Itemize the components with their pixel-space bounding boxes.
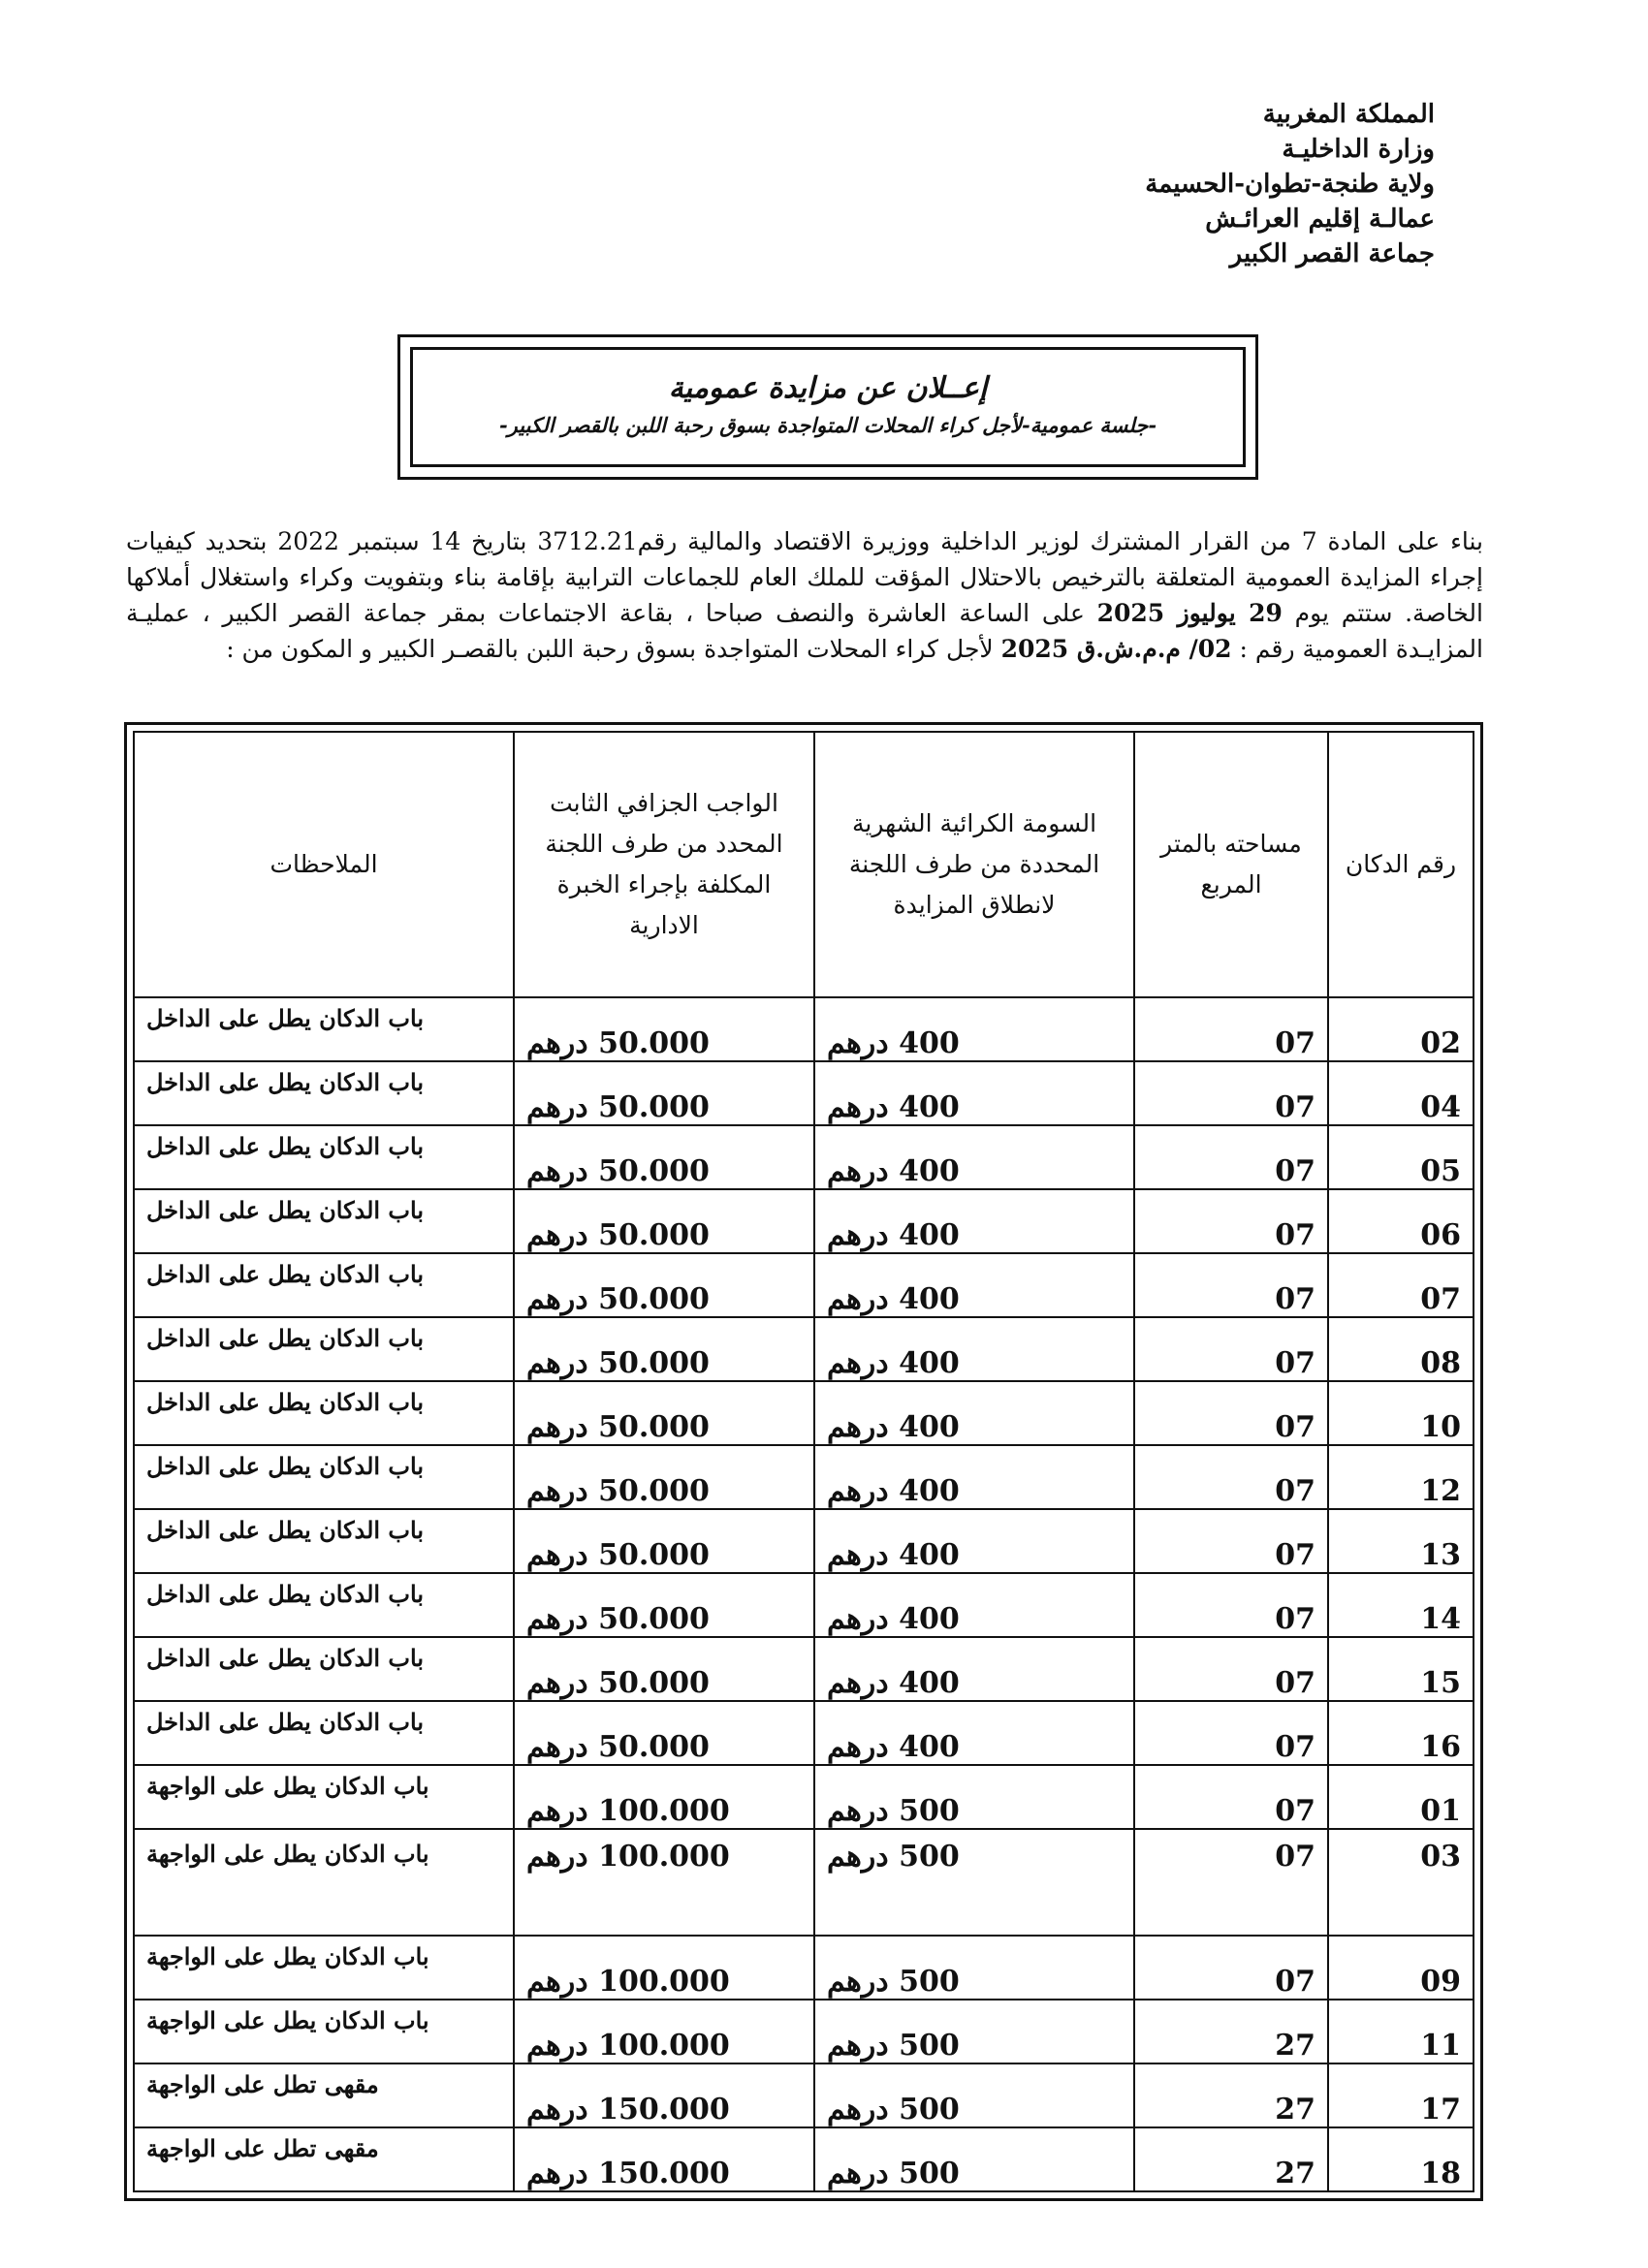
- table-row: [134, 1509, 1474, 1573]
- cell-monthly-rent: 400 درهم: [814, 1573, 1134, 1637]
- cell-notes: باب الدكان يطل على الداخل: [134, 997, 514, 1061]
- header-line-kingdom: المملكة المغربية: [1262, 100, 1435, 129]
- cell-notes: باب الدكان يطل على الداخل: [134, 1509, 514, 1573]
- header-notes: الملاحظات: [134, 732, 514, 997]
- cell-monthly-rent: 400 درهم: [814, 1509, 1134, 1573]
- cell-shop-number: 07: [1328, 1253, 1474, 1317]
- table-row: [134, 1829, 1474, 1936]
- cell-fixed-fee: 100.000 درهم: [514, 1936, 814, 2000]
- cell-notes: باب الدكان يطل على الداخل: [134, 1189, 514, 1253]
- cell-area: 07: [1134, 1573, 1328, 1637]
- header-monthly-rent: السومة الكرائية الشهرية المحددة من طرف اللجنة لانطلاق المزايدة: [814, 732, 1134, 997]
- auction-date: 29 يوليوز 2025: [1096, 599, 1283, 627]
- table-row: [134, 1317, 1474, 1381]
- cell-fixed-fee: 50.000 درهم: [514, 1637, 814, 1701]
- cell-fixed-fee: 100.000 درهم: [514, 2000, 814, 2063]
- cell-monthly-rent: 400 درهم: [814, 1701, 1134, 1765]
- cell-area: 07: [1134, 1637, 1328, 1701]
- cell-notes: باب الدكان يطل على الواجهة: [134, 1936, 514, 2000]
- cell-shop-number: 06: [1328, 1189, 1474, 1253]
- intro-text-1: بناء على المادة 7 من القرار المشترك لوزير الداخلية ووزيرة الاقتصاد والمالية رقم3712.21 بتاريخ 14 سبتمبر 2022 بتحديد كيفيات إجراء المزايدة العمومية المتعلقة بالترخيص بالاحتلال المؤقت للملك العام للجماعات الترابية بإقامة بناء وبتفويت وكراء واستغلال أملاكها الخاصة. ستتم يوم: [126, 527, 1483, 627]
- cell-shop-number: 14: [1328, 1573, 1474, 1637]
- cell-area: 07: [1134, 1509, 1328, 1573]
- table-row: [134, 2063, 1474, 2127]
- cell-area: 27: [1134, 2000, 1328, 2063]
- table-row: [134, 1701, 1474, 1765]
- cell-monthly-rent: 500 درهم: [814, 1765, 1134, 1829]
- cell-shop-number: 13: [1328, 1509, 1474, 1573]
- cell-fixed-fee: 150.000 درهم: [514, 2063, 814, 2127]
- cell-shop-number: 05: [1328, 1125, 1474, 1189]
- cell-monthly-rent: 400 درهم: [814, 1317, 1134, 1381]
- cell-shop-number: 18: [1328, 2127, 1474, 2191]
- cell-area: 27: [1134, 2127, 1328, 2191]
- cell-fixed-fee: 50.000 درهم: [514, 1381, 814, 1445]
- table-row: [134, 1061, 1474, 1125]
- table-row: [134, 1573, 1474, 1637]
- cell-fixed-fee: 50.000 درهم: [514, 1509, 814, 1573]
- cell-area: 07: [1134, 1189, 1328, 1253]
- intro-text-2: على الساعة العاشرة والنصف صباحا ، بقاعة الاجتماعات بمقر جماعة القصر الكبير ، عمليـة المزايـدة العمومية رقم :: [126, 599, 1483, 663]
- cell-area: 07: [1134, 1829, 1328, 1936]
- cell-notes: باب الدكان يطل على الداخل: [134, 1253, 514, 1317]
- cell-fixed-fee: 50.000 درهم: [514, 1445, 814, 1509]
- cell-area: 07: [1134, 1381, 1328, 1445]
- cell-area: 07: [1134, 1253, 1328, 1317]
- cell-fixed-fee: 50.000 درهم: [514, 1573, 814, 1637]
- shops-table-frame: [124, 722, 1483, 2201]
- cell-shop-number: 15: [1328, 1637, 1474, 1701]
- cell-shop-number: 17: [1328, 2063, 1474, 2127]
- cell-fixed-fee: 50.000 درهم: [514, 1701, 814, 1765]
- table-row: [134, 1125, 1474, 1189]
- cell-notes: باب الدكان يطل على الداخل: [134, 1573, 514, 1637]
- header-shop-number: رقم الدكان: [1328, 732, 1474, 997]
- cell-fixed-fee: 100.000 درهم: [514, 1765, 814, 1829]
- cell-fixed-fee: 100.000 درهم: [514, 1829, 814, 1936]
- header-line-commune: جماعة القصر الكبير: [1229, 239, 1435, 268]
- cell-fixed-fee: 50.000 درهم: [514, 1253, 814, 1317]
- cell-area: 07: [1134, 997, 1328, 1061]
- cell-monthly-rent: 400 درهم: [814, 1445, 1134, 1509]
- cell-notes: باب الدكان يطل على الداخل: [134, 1125, 514, 1189]
- header-line-province: عمالـة إقليم العرائـش: [1205, 205, 1435, 234]
- cell-notes: مقهى تطل على الواجهة: [134, 2127, 514, 2191]
- cell-fixed-fee: 50.000 درهم: [514, 1125, 814, 1189]
- cell-notes: باب الدكان يطل على الداخل: [134, 1317, 514, 1381]
- table-row: [134, 2127, 1474, 2191]
- cell-monthly-rent: 500 درهم: [814, 1936, 1134, 2000]
- cell-notes: باب الدكان يطل على الداخل: [134, 1701, 514, 1765]
- header-area: مساحته بالمتر المربع: [1134, 732, 1328, 997]
- cell-shop-number: 16: [1328, 1701, 1474, 1765]
- cell-shop-number: 08: [1328, 1317, 1474, 1381]
- cell-monthly-rent: 400 درهم: [814, 1637, 1134, 1701]
- cell-shop-number: 04: [1328, 1061, 1474, 1125]
- cell-shop-number: 10: [1328, 1381, 1474, 1445]
- table-row: [134, 1381, 1474, 1445]
- cell-fixed-fee: 50.000 درهم: [514, 1317, 814, 1381]
- cell-area: 07: [1134, 1061, 1328, 1125]
- title-frame: [397, 334, 1258, 480]
- cell-monthly-rent: 500 درهم: [814, 2063, 1134, 2127]
- cell-area: 07: [1134, 1765, 1328, 1829]
- table-body: [134, 997, 1474, 2191]
- table-row: [134, 1637, 1474, 1701]
- cell-monthly-rent: 500 درهم: [814, 2127, 1134, 2191]
- table-row: [134, 997, 1474, 1061]
- cell-area: 07: [1134, 1125, 1328, 1189]
- cell-shop-number: 02: [1328, 997, 1474, 1061]
- cell-notes: مقهى تطل على الواجهة: [134, 2063, 514, 2127]
- cell-fixed-fee: 50.000 درهم: [514, 1061, 814, 1125]
- cell-monthly-rent: 400 درهم: [814, 1125, 1134, 1189]
- cell-area: 07: [1134, 1936, 1328, 2000]
- cell-notes: باب الدكان يطل على الواجهة: [134, 1829, 514, 1936]
- cell-area: 07: [1134, 1445, 1328, 1509]
- cell-monthly-rent: 400 درهم: [814, 1061, 1134, 1125]
- issuer-header: [931, 97, 1435, 271]
- table-row: [134, 1189, 1474, 1253]
- shops-table: [133, 731, 1474, 2192]
- cell-monthly-rent: 500 درهم: [814, 1829, 1134, 1936]
- table-row: [134, 1253, 1474, 1317]
- cell-notes: باب الدكان يطل على الداخل: [134, 1637, 514, 1701]
- header-line-ministry: وزارة الداخليـة: [1282, 135, 1435, 164]
- cell-shop-number: 09: [1328, 1936, 1474, 2000]
- cell-monthly-rent: 400 درهم: [814, 1253, 1134, 1317]
- cell-notes: باب الدكان يطل على الداخل: [134, 1445, 514, 1509]
- intro-paragraph: [126, 523, 1483, 667]
- cell-notes: باب الدكان يطل على الداخل: [134, 1381, 514, 1445]
- table-row: [134, 2000, 1474, 2063]
- cell-shop-number: 12: [1328, 1445, 1474, 1509]
- cell-shop-number: 01: [1328, 1765, 1474, 1829]
- cell-notes: باب الدكان يطل على الواجهة: [134, 1765, 514, 1829]
- cell-area: 07: [1134, 1317, 1328, 1381]
- cell-area: 27: [1134, 2063, 1328, 2127]
- cell-fixed-fee: 150.000 درهم: [514, 2127, 814, 2191]
- cell-monthly-rent: 400 درهم: [814, 997, 1134, 1061]
- cell-fixed-fee: 50.000 درهم: [514, 997, 814, 1061]
- cell-shop-number: 11: [1328, 2000, 1474, 2063]
- cell-notes: باب الدكان يطل على الداخل: [134, 1061, 514, 1125]
- cell-area: 07: [1134, 1701, 1328, 1765]
- header-line-wilaya: ولاية طنجة-تطوان-الحسيمة: [1145, 170, 1435, 199]
- cell-monthly-rent: 400 درهم: [814, 1381, 1134, 1445]
- table-row: [134, 1765, 1474, 1829]
- announcement-subtitle: -جلسة عمومية-لأجل كراء المحلات المتواجدة بسوق رحبة اللبن بالقصر الكبير-: [498, 413, 1157, 437]
- table-row: [134, 1445, 1474, 1509]
- cell-notes: باب الدكان يطل على الواجهة: [134, 2000, 514, 2063]
- cell-fixed-fee: 50.000 درهم: [514, 1189, 814, 1253]
- cell-monthly-rent: 400 درهم: [814, 1189, 1134, 1253]
- header-fixed-fee: الواجب الجزافي الثابت المحدد من طرف اللجنة المكلفة بإجراء الخبرة الادارية: [514, 732, 814, 997]
- auction-reference: 02/ م.م.ش.ق 2025: [1000, 635, 1232, 663]
- title-frame-inner: [410, 347, 1246, 467]
- cell-shop-number: 03: [1328, 1829, 1474, 1936]
- table-row: [134, 1936, 1474, 2000]
- announcement-title: إعــلان عن مزايدة عمومية: [668, 371, 988, 405]
- intro-text-3: لأجل كراء المحلات المتواجدة بسوق رحبة اللبن بالقصـر الكبير و المكون من :: [226, 635, 994, 663]
- table-header-row: [134, 732, 1474, 997]
- cell-monthly-rent: 500 درهم: [814, 2000, 1134, 2063]
